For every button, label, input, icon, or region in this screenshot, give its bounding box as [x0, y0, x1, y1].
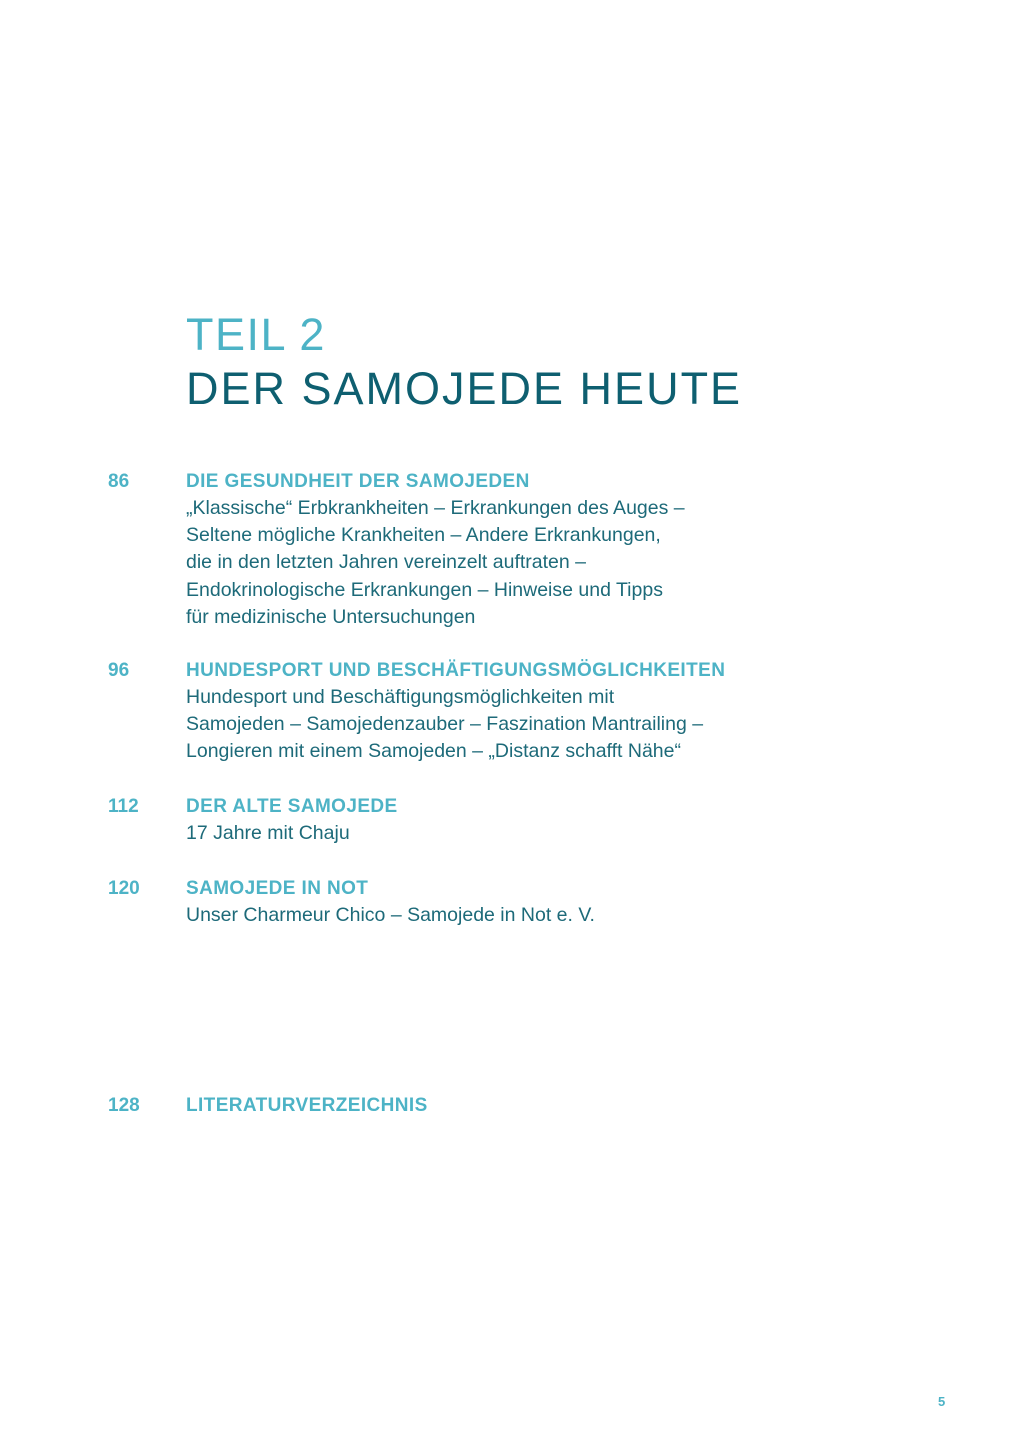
part-title — [186, 308, 742, 416]
toc-page-number: 96 — [108, 660, 130, 681]
toc-entry-body — [186, 793, 826, 847]
toc-entry-line: die in den letzten Jahren vereinzelt auftraten – — [186, 551, 587, 574]
toc-entry-heading: DIE GESUNDHEIT DER SAMOJEDEN — [186, 471, 530, 492]
toc-entry-line: 17 Jahre mit Chaju — [186, 822, 350, 844]
toc-entry-line: Longieren mit einem Samojeden – „Distanz schafft Nähe“ — [186, 740, 681, 763]
toc-entry-body — [186, 657, 826, 766]
part-number: TEIL 2 — [186, 309, 326, 360]
toc-page-number: 86 — [108, 471, 130, 492]
page-number: 5 — [938, 1394, 946, 1409]
toc-entry-line: Hundesport und Beschäftigungsmöglichkeiten mit — [186, 686, 615, 708]
toc-entry-line: „Klassische“ Erbkrankheiten – Erkrankungen des Auges – — [186, 497, 685, 519]
toc-entry-body — [186, 468, 826, 631]
toc-entry-line: Seltene mögliche Krankheiten – Andere Erkrankungen, — [186, 524, 661, 547]
toc-entry-line: Samojeden – Samojedenzauber – Faszination Mantrailing – — [186, 713, 704, 736]
toc-entry-line: Unser Charmeur Chico – Samojede in Not e. V. — [186, 904, 595, 926]
toc-page-number: 120 — [108, 878, 140, 899]
part-heading: DER SAMOJEDE HEUTE — [186, 363, 743, 414]
toc-page-number: 112 — [108, 796, 139, 817]
toc-entry-heading: LITERATURVERZEICHNIS — [186, 1095, 428, 1116]
toc-entry-line: für medizinische Untersuchungen — [186, 605, 476, 628]
toc-entry-heading: SAMOJEDE IN NOT — [186, 878, 369, 899]
toc-entry-body — [186, 1092, 826, 1119]
toc-entry-line: Endokrinologische Erkrankungen – Hinweise und Tipps — [186, 578, 663, 601]
toc-entry-heading: HUNDESPORT UND BESCHÄFTIGUNGSMÖGLICHKEITEN — [186, 660, 726, 681]
toc-entry-heading: DER ALTE SAMOJEDE — [186, 796, 398, 817]
toc-page-number: 128 — [108, 1095, 140, 1116]
toc-entry-body — [186, 875, 826, 929]
